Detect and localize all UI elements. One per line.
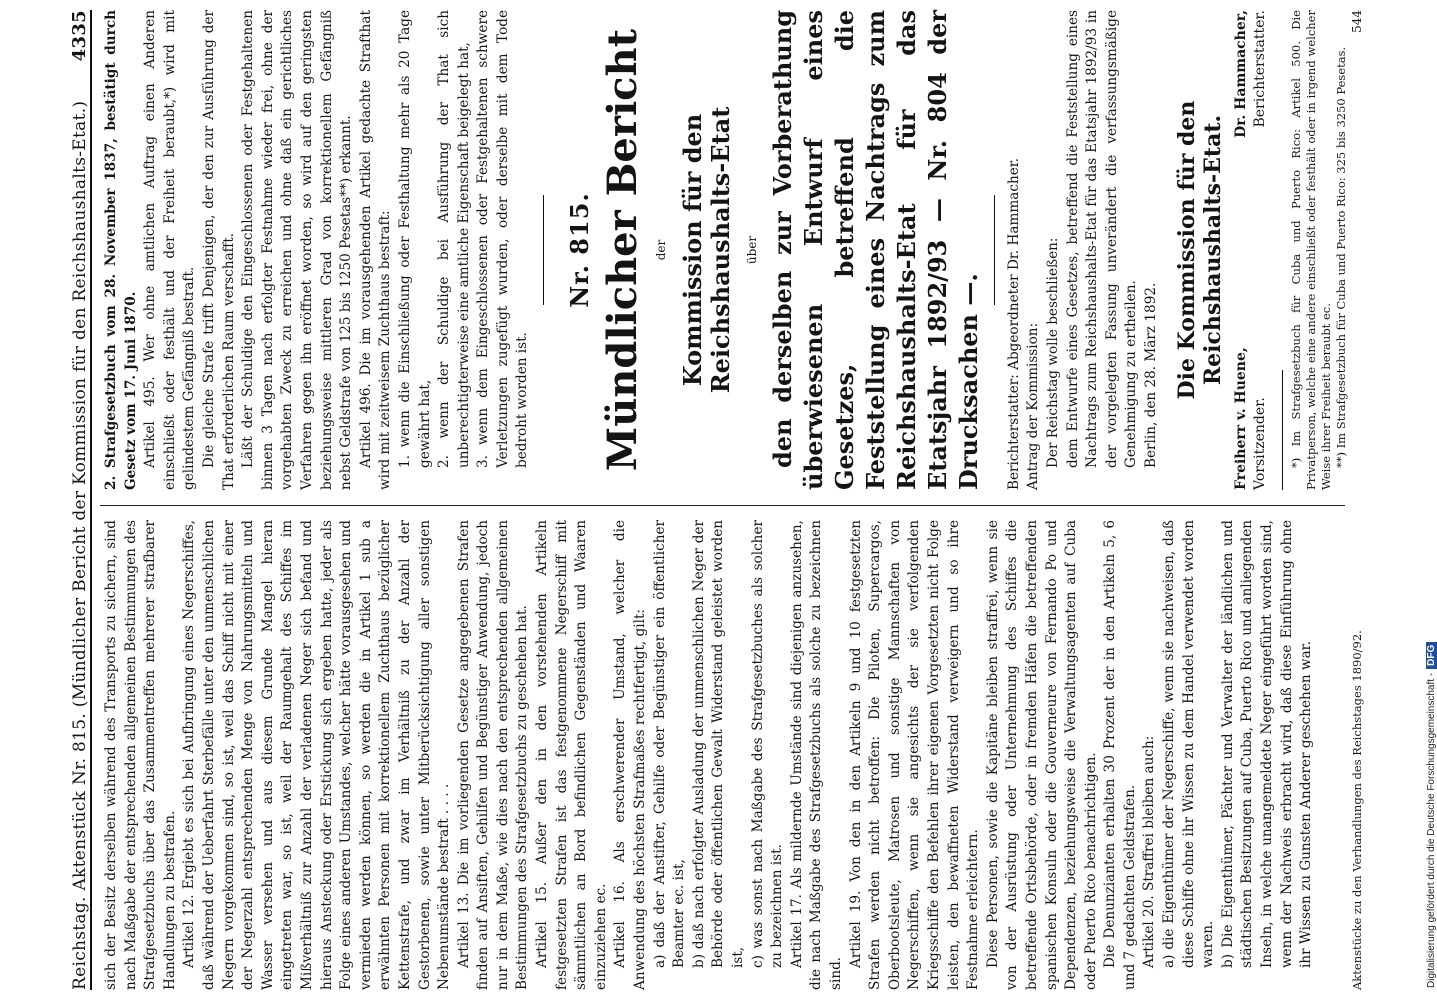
left-column (102, 520, 1317, 990)
paragraph: sich der Besitz derselben während des Transports zu sichern, sind nach Maßgabe der entsprechenden allgemeinen Bestimmungen des Strafgesetzbuchs über das Zusammentreffen mehrerer strafbarer Handlungen zu bestrafen. (103, 520, 178, 990)
document-subject: den derselben zur Vorberathung überwiesenen Entwurf eines Gesetzes, betreffend die Feststellung eines Nachtrags zum Reichshaushalts-Etat für das Etatsjahr 1892/93 — Nr. 804 der Drucksachen —. (767, 10, 983, 490)
list-item: 3. wenn dem Eingeschlossenen oder Festgehaltenen schwere Verletzungen zugefügt wurden, oder derselbe mit dem Tode bedroht worden ist. (475, 10, 531, 468)
footnote: **) Im Strafgesetzbuch für Cuba und Puerto Rico: 325 bis 3250 Pesetas. (1333, 46, 1348, 468)
paragraph: Artikel 12. Ergiebt es sich bei Aufbringung eines Negerschiffes, daß während der Ueberfahrt Sterbefälle unter den unmenschlichen Negern vorgekommen sind, so ist, weil das Schiff nicht mit einer der Negerzahl entsprechenden Menge von Nahrungsmitteln und Wasser versehen und aus diesem Grunde Mangel hieran eingetreten war, so ist, weil der Raumgehalt des Schiffes im Mißverhältniß zur Anzahl der verladenen Neger sich befand und hieraus Ansteckung oder Erstickung sich ergeben hatte, jeder als Folge eines anderen Umstandes, welcher hätte vorausgesehen und vermieden werden können, so werden die in Artikel 1 sub a erwähnten Personen mit korrektionellem Zuchthaus bezüglicher Kettenstrafe, und zwar im Verhältniß zu der Anzahl der Gestorbenen, sowie unter Mitberücksichtigung aller sonstigen Nebenumstände bestraft . . . . (181, 520, 453, 990)
paragraph: Artikel 19. Von den in den Artikeln 9 und 10 festgesetzten Strafen werden nicht betroffen: Die Piloten, Supercargos, Oberbootsleute, Matrosen und sonstige Mannschaften von Negerschiffen, wenn sie angesichts der sie verfolgenden Kriegsschiffe den Befehlen ihrer eigenen Vorgesetzten nicht Folge leisten, den bewaffneten Widerstand verweigern und so ihre Festnahme erleichtern. (847, 520, 982, 990)
paragraph: Artikel 495. Wer ohne amtlichen Auftrag einen Anderen einschließt oder festhält und der Freiheit beraubt,*) wird mit gelindestem Gefängniß bestraft. (142, 10, 198, 490)
digitization-note (1426, 8, 1437, 988)
footnote-rule (1282, 370, 1283, 490)
reporter-line: Berichterstatter: Abgeordneter Dr. Hammacher. (1005, 157, 1022, 490)
reporter-name: Dr. Hammacher, (1232, 10, 1249, 138)
signature-row (1232, 10, 1270, 490)
paragraph: Diese Personen, sowie die Kapitäne bleiben straffrei, wenn sie von der Ausrüstung oder Unternehmung des Schiffes die betreffende Ortsbehörde, oder in fremden Häfen die betreffenden spanischen Konsuln oder die Gouverneure von Fernando Po und Dependenzen, beziehungsweise die Verwaltungsagenten auf Cuba oder Puerto Rico benachrichtigen. (984, 520, 1099, 990)
list-item: a) die Eigenthümer der Negerschiffe, wenn sie nachweisen, daß diese Schiffe ohne ihr Wissen zu dem Handel verwendet worden waren. (1161, 520, 1217, 968)
paragraph: Artikel 15. Außer den in den vorstehenden Artikeln festgesetzten Strafen ist das festgenommene Negerschiff mit sämmtlichen an Bord befindlichen Gegenständen und Waaren einzuziehen ec. (534, 520, 609, 990)
section-rule (543, 195, 544, 305)
column-divider (100, 505, 1345, 506)
motion-text: Der Reichstag wolle beschließen: (1045, 237, 1062, 468)
section-rule (994, 195, 995, 305)
law-heading: 2. Strafgesetzbuch vom 28. November 1837, bestätigt durch Gesetz vom 17. Juni 1870. (103, 10, 139, 490)
list-item: 2. wenn der Schuldige bei Ausführung der That sich unberechtigterweise eine amtliche Eigenschaft beigelegt hat, (436, 10, 472, 468)
running-header (50, 10, 92, 990)
document-number: Nr. 815. (565, 192, 595, 308)
signature-number: 544 (1350, 10, 1364, 33)
title-der: der (653, 239, 668, 261)
motion-heading: Antrag der Kommission: (1025, 322, 1042, 490)
right-column (102, 10, 1349, 490)
signature-heading: Die Kommission für den Reichshaushalts-Etat. (1173, 100, 1226, 400)
paragraph: Artikel 496. Die im vorausgehenden Artikel gedachte Strafthat wird mit zeitweisem Zuchthaus bestraft: (357, 10, 394, 490)
paragraph: Läßt der Schuldige den Eingeschlossenen oder Festgehaltenen binnen 3 Tagen nach erfolgter Festnahme wieder frei, ohne der vorgehabten Zweck zu erreichen und ohne daß ein gerichtliches Verfahren gegen ihn eröffnet worden, so wird auf den geringsten beziehungsweise mittleren Grad von korrektionellem Gefängniß nebst Geldstrafe von 125 bis 1250 Pesetas**) erkannt. (240, 10, 355, 490)
header-title: Reichstag. Aktenstück Nr. 815. (Mündlicher Bericht der Kommission für den Reichshaushalts-Etat.) (70, 100, 90, 990)
paragraph: Die Denunzianten erhalten 30 Prozent der in den Artikeln 5, 6 und 7 gedachten Geldstrafen. (1102, 520, 1138, 990)
chair-role: Vorsitzender. (1251, 397, 1268, 490)
document-title: Mündlicher Bericht (598, 28, 646, 472)
paragraph: Die gleiche Strafe trifft Denjenigen, der den zur Ausführung der That erforderlichen Raum verschafft. (200, 10, 237, 490)
digitization-strip (1412, 8, 1437, 992)
rotated-page (50, 0, 1390, 1000)
commission-name: Kommission für den Reichshaushalts-Etat (678, 106, 736, 394)
dfg-logo: DFG (1426, 642, 1437, 669)
date-line: Berlin, den 28. März 1892. (1143, 282, 1159, 468)
list-item: a) daß der Anstifter, Gehilfe oder Begünstiger ein öffentlicher Beamter ec. ist, (651, 520, 688, 968)
reporter-role: Berichterstatter. (1251, 10, 1268, 128)
paragraph: Artikel 13. Die im vorliegenden Gesetze angegebenen Strafen finden auf Ansiften, Gehilfen und Begünstiger Anwendung, jedoch nur in dem Maße, wie dies nach den entsprechenden allgemeinen Bestimmungen des Strafgesetzbuchs zu geschehen hat. (455, 520, 531, 990)
paragraph: Artikel 16. Als erschwerender Umstand, welcher die Anwendung des höchsten Strafmaßes rechtfertigt, gilt: (612, 520, 649, 990)
footnote: *) Im Strafgesetzbuch für Cuba und Puerto Rico: Artikel 500. Die Privatperson, welche eine andere einschließt oder festhält oder in irgend welcher Weise ihrer Freiheit beraubt ec. (1288, 10, 1333, 490)
paragraph: Artikel 17. Als mildernde Umstände sind diejenigen anzusehen, die nach Maßgabe des Strafgesetzbuchs als solche zu bezeichnen sind. (788, 520, 844, 990)
list-item: 1. wenn die Einschließung oder Festhaltung mehr als 20 Tage gewährt hat, (396, 10, 433, 468)
list-item: c) was sonst nach Maßgabe des Strafgesetzbuches als solcher zu bezeichnen ist. (749, 520, 786, 968)
footer-note: Aktenstücke zu den Verhandlungen des Reichstages 1890/92. (1350, 630, 1364, 990)
chair-name: Freiherr v. Huene, (1232, 347, 1249, 490)
title-ueber: über (745, 235, 760, 265)
motion-text: dem Entwurfe eines Gesetzes, betreffend die Feststellung eines Nachtrags zum Reichshaushalts-Etat für das Etatsjahr 1892/93 in der vorgelegten Fassung unverändert die verfassungsmäßige Genehmigung zu ertheilen. (1064, 10, 1140, 468)
paragraph: Artikel 20. Straffrei bleiben auch: (1141, 735, 1158, 968)
list-item: b) Die Eigenthümer, Pächter und Verwalter der ländlichen und städtischen Besitzungen auf Cuba, Puerto Rico und anliegenden Inseln, in welche unangemeldete Neger eingeführt worden sind, wenn der Nachweis erbracht wird, daß diese Einführung ohne ihr Wissen zu Gunsten Anderer geschehen war. (1219, 520, 1315, 968)
signature-reporter (1232, 10, 1270, 138)
signature-chair (1232, 347, 1270, 490)
header-page-number: 4335 (69, 10, 90, 62)
list-item: b) daß nach erfolgter Ausladung der unmenschlichen Neger der Behörde oder öffentlichen Gewalt Widerstand geleistet worden ist, (690, 520, 746, 968)
digitization-text: Digitalisierung gefördert durch die Deutsche Forschungsgemeinschaft - (1426, 672, 1437, 988)
